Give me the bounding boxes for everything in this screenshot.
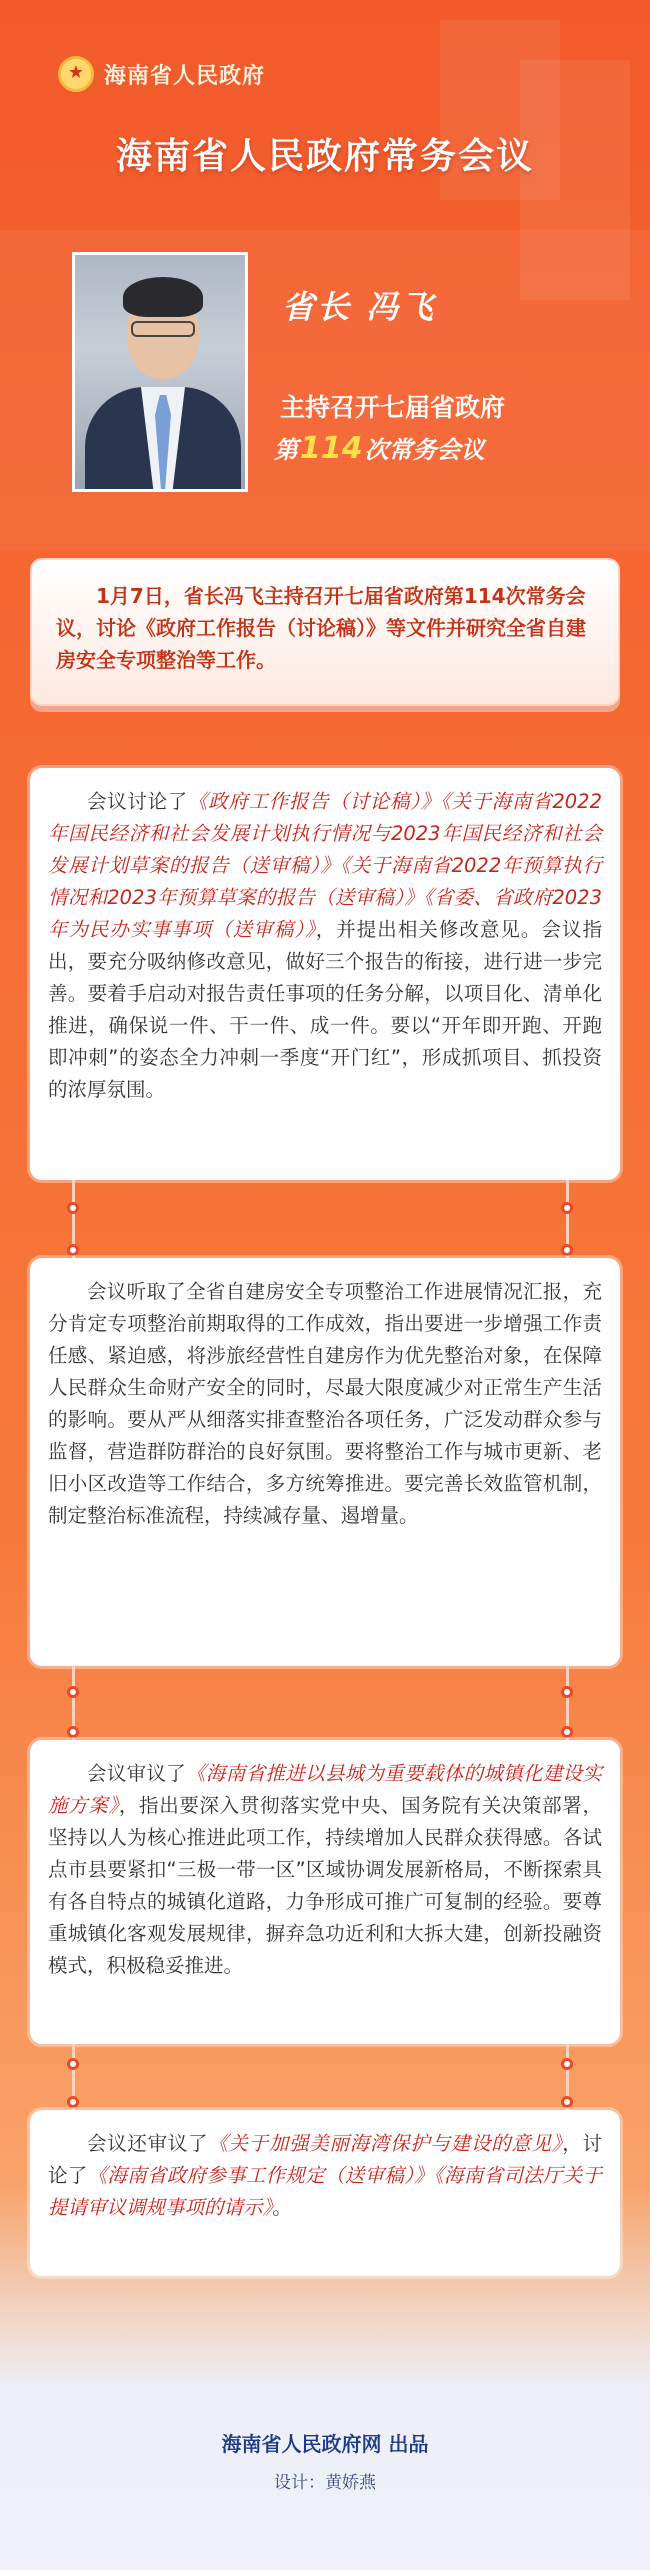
page-title: 海南省人民政府常务会议 xyxy=(115,136,534,177)
org-header xyxy=(58,56,265,92)
text-segment: 会议讨论了 xyxy=(87,790,189,813)
card-paragraph: 会议听取了全省自建房安全专项整治工作进展情况汇报，充分肯定专项整治前期取得的工作成效，指出要进一步增强工作责任感、紧迫感，将涉旅经营性自建房作为优先整治对象，在保障人民群众生命财产安全的同时，尽最大限度减少对正常生产生活的影响。要从严从细落实排查整治各项任务，广泛发动群众参与监督，营造群防群治的良好氛围。要将整治工作与城市更新、老旧小区改造等工作结合，多方统筹推进。要完善长效监管机制，制定整治标准流程，持续减存量、遏增量。 xyxy=(48,1280,602,1527)
national-emblem-icon xyxy=(58,56,94,92)
org-name: 海南省人民政府 xyxy=(104,63,266,89)
connector-dot xyxy=(561,2058,573,2070)
leader-name: 省长 冯飞 xyxy=(282,288,437,326)
meeting-post: 次常务会议 xyxy=(364,436,485,464)
document-title-highlight: 《政府工作报告（讨论稿）》《关于海南省2022年国民经济和社会发展计划执行情况与2023年国民经济和社会发展计划草案的报告（送审稿）》《关于海南省2022年预算执行情况和2023年预算草案的报告（送审稿）》《省委、省政府2023年为民办实事事项（送审稿）》 xyxy=(48,790,602,941)
document-title-highlight: 《海南省推进以县城为重要载体的城镇化建设实施方案》 xyxy=(48,1762,602,1817)
card-paragraph xyxy=(48,786,602,1106)
text-segment: ，并提出相关修改意见。会议指出，要充分吸纳修改意见，做好三个报告的衔接，进行进一步完善。要着手启动对报告责任事项的任务分解，以项目化、清单化推进，确保说一件、干一件、成一件。要以“开年即开跑、开跑即冲刺”的姿态全力冲刺一季度“开门红”，形成抓项目、抓投资的浓厚氛围。 xyxy=(48,918,602,1101)
meeting-number-line xyxy=(274,430,485,466)
text-segment: 会议还审议了 xyxy=(87,2132,209,2155)
content-card-1 xyxy=(30,768,620,1180)
meeting-number: 114 xyxy=(300,431,363,466)
connector-dot xyxy=(561,2096,573,2108)
connector-dot xyxy=(67,1726,79,1738)
connector-dot xyxy=(561,1244,573,1256)
connector-dot xyxy=(561,1726,573,1738)
card-paragraph xyxy=(48,2128,602,2224)
leader-photo xyxy=(72,252,248,492)
text-segment: 会议审议了 xyxy=(87,1762,187,1785)
photo-glasses xyxy=(131,321,195,337)
card-paragraph xyxy=(48,1758,602,1982)
content-card-3 xyxy=(30,1740,620,2044)
chair-line: 主持召开七届省政府 xyxy=(280,393,506,422)
connector-dot xyxy=(67,1244,79,1256)
text-segment: ，指出要深入贯彻落实党中央、国务院有关决策部署，坚持以人为核心推进此项工作，持续增加人民群众获得感。各试点市县要紧扣“三极一带一区”区域协调发展新格局，不断探索具有各自特点的城镇化道路，力争形成可推广可复制的经验。要尊重城镇化客观发展规律，摒弃急功近利和大拆大建，创新投融资模式，积极稳妥推进。 xyxy=(48,1794,602,1977)
footer-designer: 设计：黄娇燕 xyxy=(274,2473,376,2493)
text-segment: ，讨论了 xyxy=(48,2132,602,2187)
document-title-highlight: 《关于加强美丽海湾保护与建设的意见》 xyxy=(208,2132,563,2155)
connector-dot xyxy=(67,2058,79,2070)
footer-publisher: 海南省人民政府网 出品 xyxy=(221,2432,429,2456)
content-card-4 xyxy=(30,2110,620,2276)
connector-dot xyxy=(67,2096,79,2108)
connector-dot xyxy=(561,1202,573,1214)
connector-dot xyxy=(67,1202,79,1214)
photo-hair xyxy=(123,277,203,317)
summary-box: 1月7日，省长冯飞主持召开七届省政府第114次常务会议，讨论《政府工作报告（讨论稿）》等文件并研究全省自建房安全专项整治等工作。 xyxy=(30,558,620,706)
content-card-2 xyxy=(30,1258,620,1666)
meeting-pre: 第 xyxy=(274,436,298,464)
connector-dot xyxy=(561,1686,573,1698)
document-title-highlight: 《海南省政府参事工作规定（送审稿）》《海南省司法厅关于提请审议调规事项的请示》 xyxy=(48,2164,602,2219)
text-segment: 。 xyxy=(272,2196,292,2219)
connector-dot xyxy=(67,1686,79,1698)
